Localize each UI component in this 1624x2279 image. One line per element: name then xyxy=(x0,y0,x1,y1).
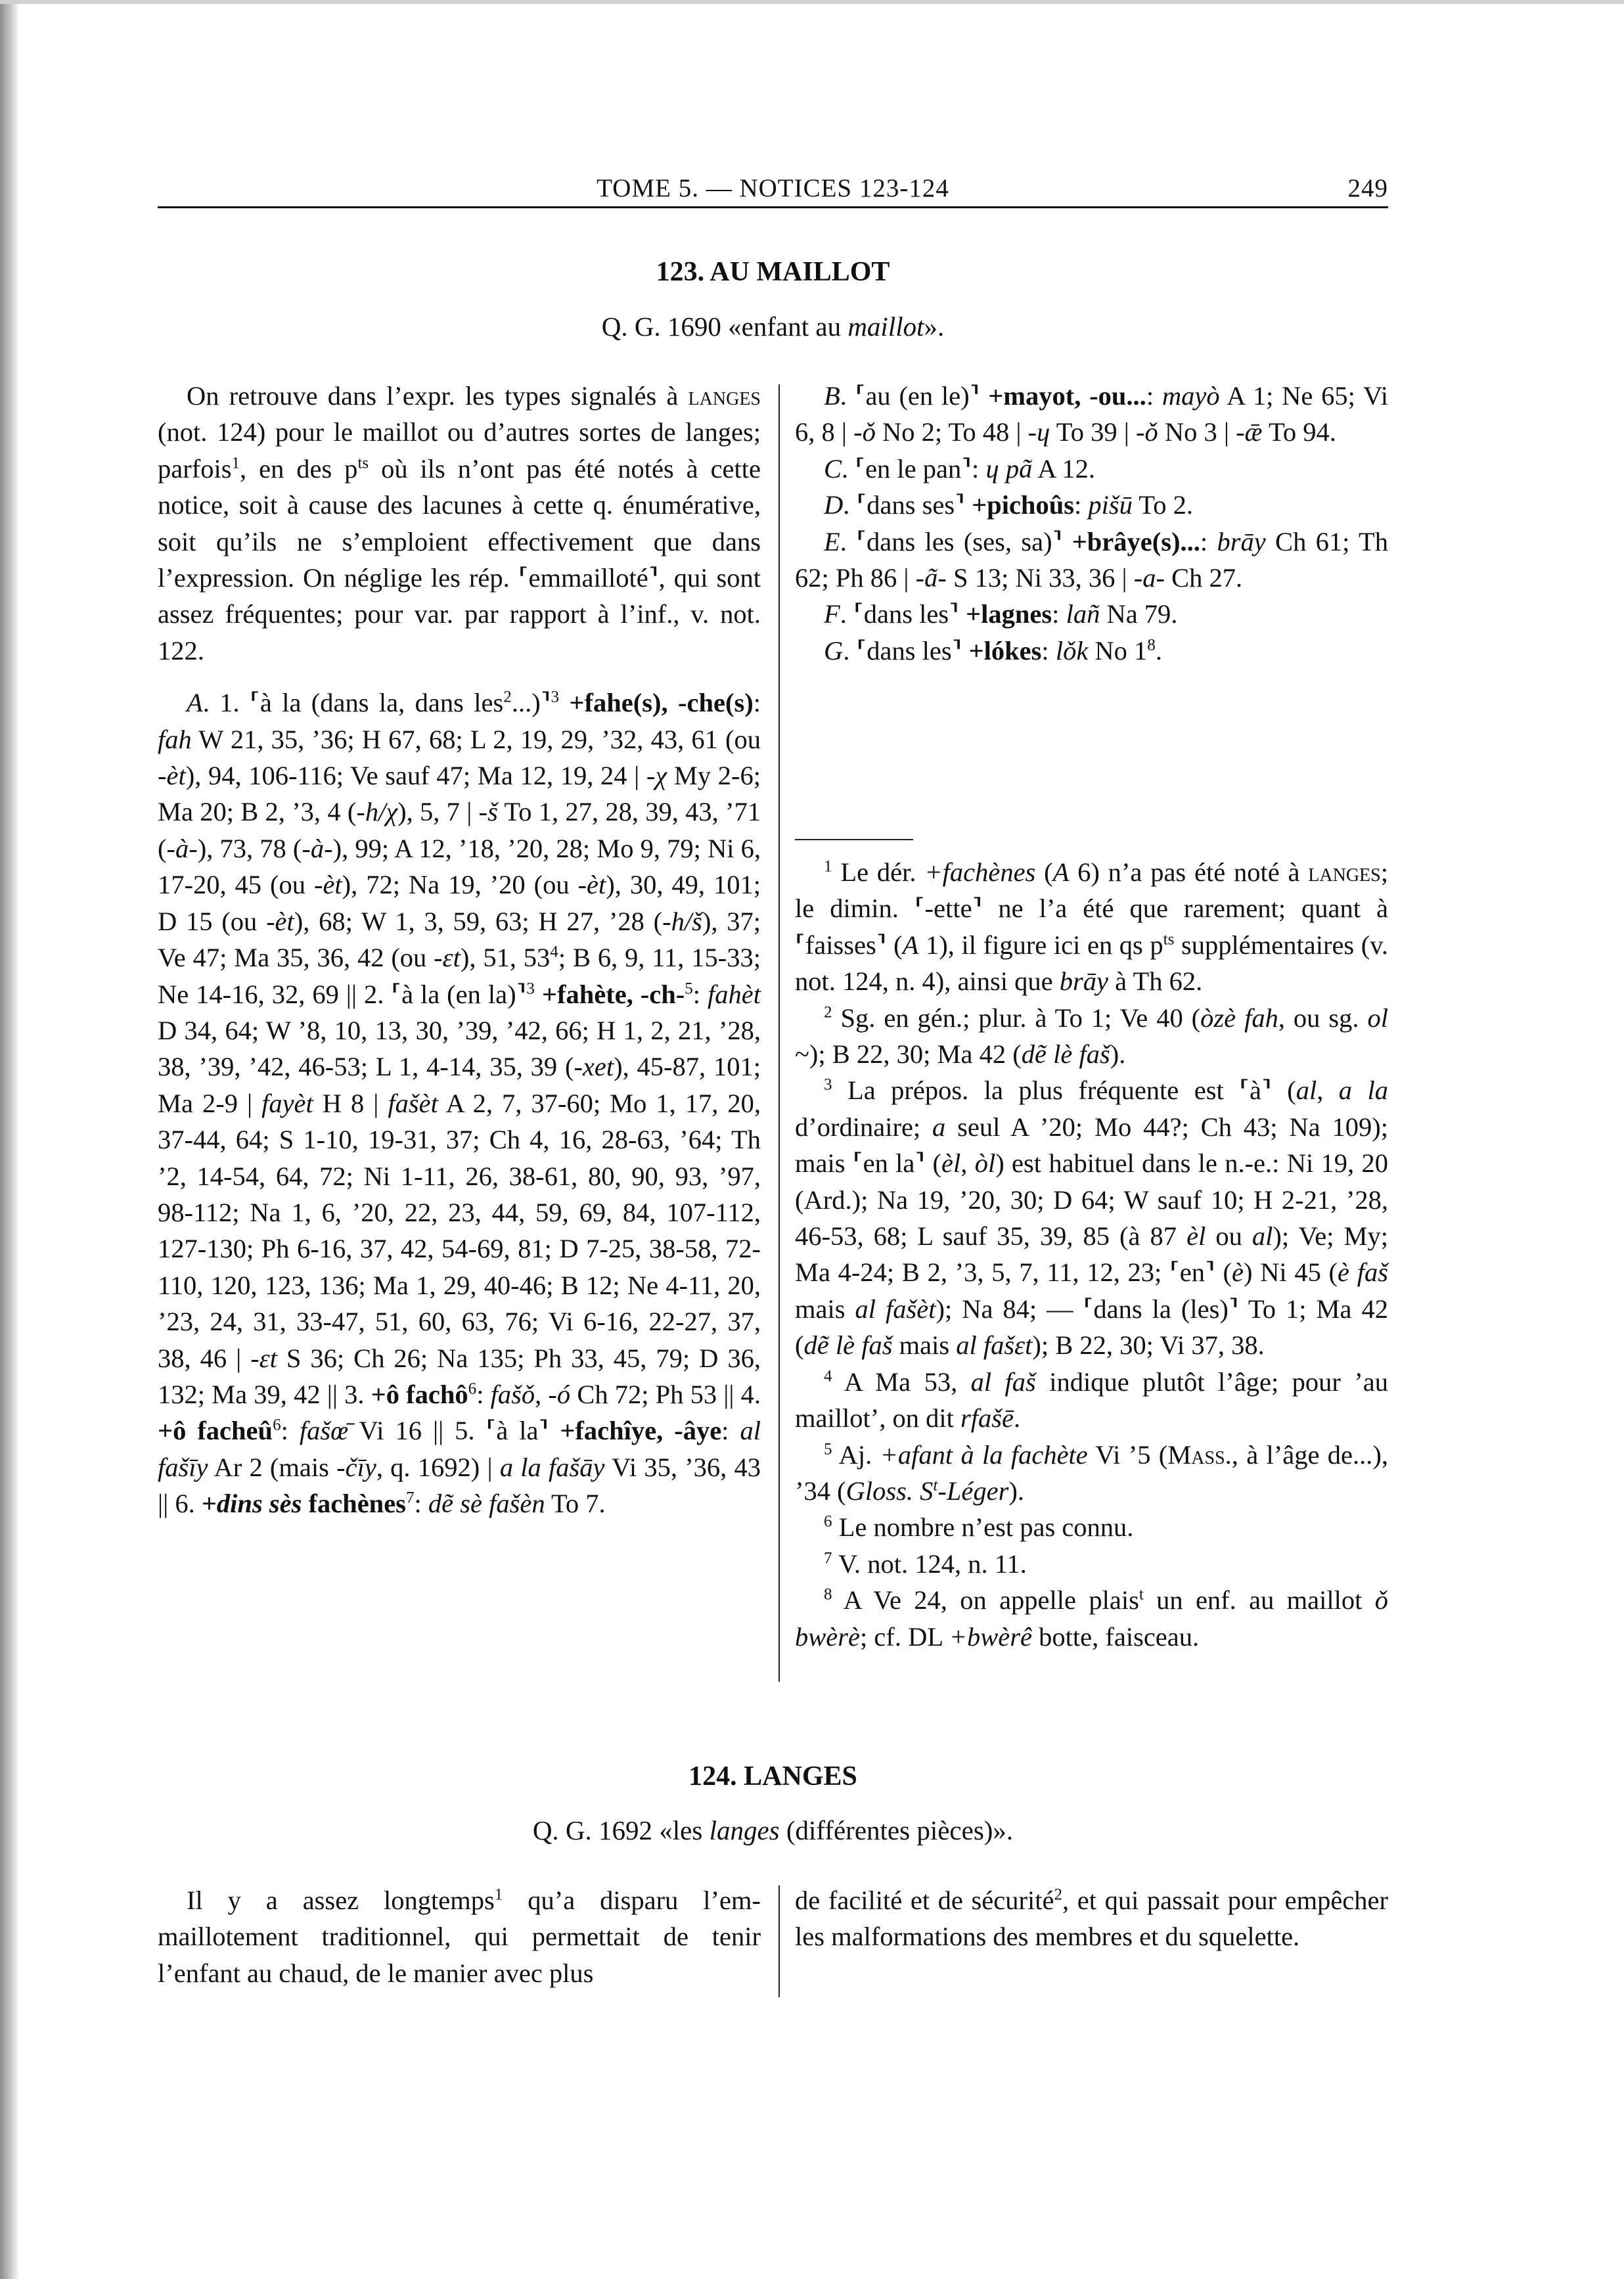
notice-123-section-e: E. ⸢dans les (ses, sa)⸣ +brâye(s)...: brāy Ch 61; Th 62; Ph 86 | -ã- S 13; Ni 33, 36 | -a- Ch 27. xyxy=(795,526,1388,593)
footnote-7: $^7$ V. not. 124, n. 11. xyxy=(824,1548,1027,1579)
column-divider-2 xyxy=(778,1885,780,1997)
running-head xyxy=(158,172,1388,208)
scan-edge-top xyxy=(0,0,1624,4)
footnote-5: $^5$ Aj. +afant à la fachète Vi ’5 (Mass., à l’âge de...), ’34 (Gloss. $S^t-Léger$). xyxy=(795,1439,1388,1506)
notice-124-subtitle: Q. G. 1692 «les langes (différentes pièces)». xyxy=(532,1815,1014,1845)
footnote-4: $^4$ A Ma 53, al faš indique plutôt l’âge; pour ’au maillot’, on dit rfašē. xyxy=(795,1366,1388,1433)
footnote-8: $^8$ A Ve 24, on appelle plais$^t$ un enf. au maillot ǒ bwèrè; cf. DL +bwèrê botte, faisceau. xyxy=(795,1585,1388,1652)
notice-124-title: 124. LANGES xyxy=(688,1761,857,1792)
notice-124-right-column xyxy=(795,1882,1388,1955)
notice-123-section-b: B. ⸢au (en le)⸣ +mayot, -ou...: mayò A 1; Ne 65; Vi 6, 8 | -ǒ No 2; To 48 | -ɥ To 39 | -ǒ No 3 | -ǣ To 94. xyxy=(795,381,1389,447)
notice-123-section-g: G. ⸢dans les⸣ +lókes: lǒk No $1^8$. xyxy=(824,635,1162,666)
notice-123-section-a: A. 1. ⸢à la (dans la, dans les$^2$...)⸣$^3$ +fahe(s), -che(s): fah W 21, 35, ’36; H 67, 68; L 2, 19, 29, ’32, 43, 61 (ou -èt), 94, 106-116; Ve sauf 47; Ma 12, 19, 24 | -χ My 2-6; Ma 20; B 2, ’3, 4 (-h/χ), 5, 7 | -š To 1, 27, 28, 39, 43, ’71 (-à-), 73, 78 (-à-), 99; A 12, ’18, ’20, 28; Mo 9, 79; Ni 6, 17-20, 45 (ou -èt), 72; Na 19, ’20 (ou -èt), 30, 49, 101; D 15 (ou -èt), 68; W 1, 3, 59, 63; H 27, ’28 (-h/š), 37; Ve 47; Ma 35, 36, 42 (ou -ɛt), 51, $53^4$; B 6, 9, 11, 15-33; Ne 14-16, 32, 69 || 2. ⸢à la (en la)⸣$^3$ +fahète, -ch-$^5$: fahèt D 34, 64; W ’8, 10, 13, 30, ’39, ’42, 66; H 1, 2, 21, ’28, 38, ’39, ’42, 46-53; L 1, 4-14, 35, 39 (-xet), 45-87, 101; Ma 2-9 | fayèt H 8 | fašèt A 2, 7, 37-60; Mo 1, 17, 20, 37-44, 64; S 1-10, 19-31, 37; Ch 4, 16, 28-63, ’64; Th ’2, 14-54, 64, 72; Ni 1-11, 26, 38-61, 80, 90, 93, ’97, 98-112; Na 1, 6, ’20, 22, 23, 44, 59, 69, 84, 107-112, 127-130; Ph 6-16, 37, 42, 54-69, 81; D 7-25, 38-58, 72-110, 120, 123, 136; Ma 1, 29, 40-46; B 12; Ne 4-11, 20, ’23, 24, 31, 33-47, 51, 60, 63, 76; Vi 6-16, 22-27, 37, 38, 46 | -ɛt S 36; Ch 26; Na 135; Ph 33, 45, 79; D 36, 132; Ma 39, 42 || 3. +ô fachô$^6$: fašǒ, -ó Ch 72; Ph 53 || 4. +ô facheû$^6$: fašœ̄ Vi 16 || 5. ⸢à la⸣ +fachîye, -âye: al fašīy Ar 2 (mais -čīy, q. 1692) | a la fašāy Vi 35, ’36, 43 || 6. +dins sès fachènes$^7$: dẽ sè fašèn To 7. xyxy=(158,688,761,1519)
notice-123-footnotes xyxy=(795,854,1388,1655)
notice-124-intro-left: Il y a assez longtemps$^1$ qu’a disparu l’emmaillotement traditionnel, qui permettait de tenir l’enfant au chaud, de le manier avec plus xyxy=(158,1885,761,1988)
notice-123-intro: On retrouve dans l’expr. les types signalés à langes (not. 124) pour le maillot ou d’autres sortes de langes; parfois$^1$, en des $p^{ts}$ où ils n’ont pas été notés à cette notice, soit à cause des lacunes à cette q. énumérative, soit qu’ils ne s’emploient effectivement que dans l’expression. On néglige les rép. ⸢emmailloté⸣, qui sont assez fréquentes; pour var. par rapport à l’inf., v. not. 122. xyxy=(158,381,761,666)
scan-edge xyxy=(0,0,20,2279)
notice-123-title: 123. AU MAILLOT xyxy=(656,257,890,287)
notice-123-subtitle: Q. G. 1690 «enfant au maillot». xyxy=(601,311,945,342)
column-divider xyxy=(778,384,780,1682)
notice-123-section-d: D. ⸢dans ses⸣ +pichoûs: pišū To 2. xyxy=(824,490,1193,520)
page-number: 249 xyxy=(1347,174,1388,202)
footnote-1: $^1$ Le dér. +fachènes (A 6) n’a pas été noté à langes; le dimin. ⸢-ette⸣ ne l’a été que rarement; quant à ⸢faisses⸣ (A 1), il figure ici en qs $p^{ts}$ supplémentaires (v. not. 124, n. 4), ainsi que brāy à Th 62. xyxy=(795,857,1389,997)
footnote-6: $^6$ Le nombre n’est pas connu. xyxy=(824,1512,1134,1543)
running-title: TOME 5. — NOTICES 123-124 xyxy=(597,174,949,202)
notice-123-left-column xyxy=(158,378,761,1522)
notice-124-left-column xyxy=(158,1882,761,1991)
footnote-3: $^3$ La prépos. la plus fréquente est ⸢à⸣ (al, a la d’ordinaire; a seul A ’20; Mo 44?; Ch 43; Na 109); mais ⸢en la⸣ (èl, òl) est habituel dans le n.-e.: Ni 19, 20 (Ard.); Na 19, ’20, 30; D 64; W sauf 10; H 2-21, ’28, 46-53, 68; L sauf 35, 39, 85 (à 87 èl ou al); Ve; My; Ma 4-24; B 2, ’3, 5, 7, 11, 12, 23; ⸢en⸣ (è) Ni 45 (è faš mais al fašèt); Na 84; — ⸢dans la (les)⸣ To 1; Ma 42 (dẽ lè faš mais al fašɛt); B 22, 30; Vi 37, 38. xyxy=(795,1075,1388,1361)
notice-123-section-f: F. ⸢dans les⸣ +lagnes: lañ Na 79. xyxy=(824,599,1178,629)
footnote-2: $^2$ Sg. en gén.; plur. à To 1; Ve 40 (òzè fah, ou sg. ol ~); B 22, 30; Ma 42 (dẽ lè faš). xyxy=(795,1003,1388,1070)
notice-123-right-column xyxy=(795,378,1388,669)
footnote-rule xyxy=(795,839,913,840)
notice-124-intro-right: de facilité et de sécurité$^2$, et qui passait pour empêcher les malformations des membres et du squelette. xyxy=(795,1885,1388,1952)
notice-123-section-c: C. ⸢en le pan⸣: ɥ pã A 12. xyxy=(824,453,1095,484)
